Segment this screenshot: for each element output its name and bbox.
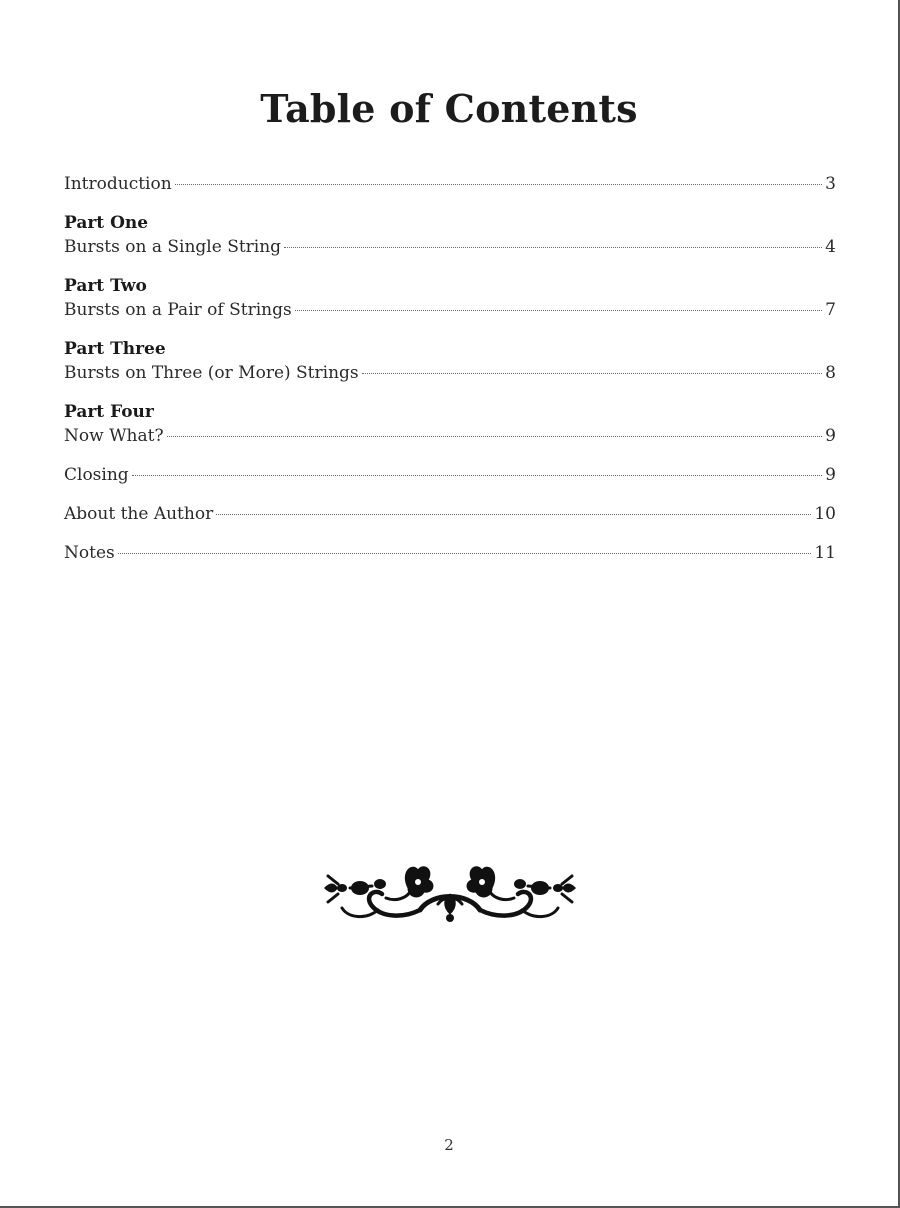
dot-leader xyxy=(118,553,812,554)
table-of-contents xyxy=(64,172,836,566)
toc-line xyxy=(64,235,836,260)
dot-leader xyxy=(167,436,823,437)
toc-entry-about-the-author[interactable] xyxy=(64,502,836,527)
dot-leader xyxy=(362,373,823,374)
toc-page-number: 9 xyxy=(825,426,836,446)
toc-entry-label: Closing xyxy=(64,465,129,485)
dot-leader xyxy=(132,475,823,476)
toc-line xyxy=(64,463,836,488)
toc-entry-part-four[interactable] xyxy=(64,400,836,449)
toc-entry-label: Now What? xyxy=(64,426,164,446)
toc-entry-label: Bursts on a Pair of Strings xyxy=(64,300,292,320)
toc-part-heading: Part One xyxy=(64,213,149,233)
toc-page-number: 3 xyxy=(825,174,836,194)
dot-leader xyxy=(284,247,822,248)
toc-part-heading: Part Two xyxy=(64,276,147,296)
toc-page-number: 11 xyxy=(814,543,836,563)
toc-entry-part-two[interactable] xyxy=(64,274,836,323)
toc-entry-label: Introduction xyxy=(64,174,172,194)
toc-line xyxy=(64,172,836,197)
dot-leader xyxy=(175,184,823,185)
toc-page-number: 7 xyxy=(825,300,836,320)
floral-ornament-icon xyxy=(320,858,580,928)
toc-entry-closing[interactable] xyxy=(64,463,836,488)
toc-line xyxy=(64,424,836,449)
page-title: Table of Contents xyxy=(260,86,638,131)
page-number: 2 xyxy=(444,1136,454,1154)
toc-line xyxy=(64,502,836,527)
toc-entry-label: Notes xyxy=(64,543,115,563)
toc-entry-label: About the Author xyxy=(64,504,214,524)
toc-page-number: 9 xyxy=(825,465,836,485)
toc-entry-part-three[interactable] xyxy=(64,337,836,386)
toc-page-number: 10 xyxy=(814,504,836,524)
dot-leader xyxy=(295,310,822,311)
toc-part-heading: Part Three xyxy=(64,339,166,359)
toc-entry-label: Bursts on Three (or More) Strings xyxy=(64,363,359,383)
toc-entry-part-one[interactable] xyxy=(64,211,836,260)
toc-entry-label: Bursts on a Single String xyxy=(64,237,282,257)
toc-entry-notes[interactable] xyxy=(64,541,836,566)
toc-line xyxy=(64,361,836,386)
toc-page-number: 4 xyxy=(825,237,836,257)
toc-page-number: 8 xyxy=(825,363,836,383)
toc-part-heading: Part Four xyxy=(64,402,154,422)
toc-entry-introduction[interactable] xyxy=(64,172,836,197)
toc-line xyxy=(64,298,836,323)
dot-leader xyxy=(216,514,811,515)
toc-line xyxy=(64,541,836,566)
